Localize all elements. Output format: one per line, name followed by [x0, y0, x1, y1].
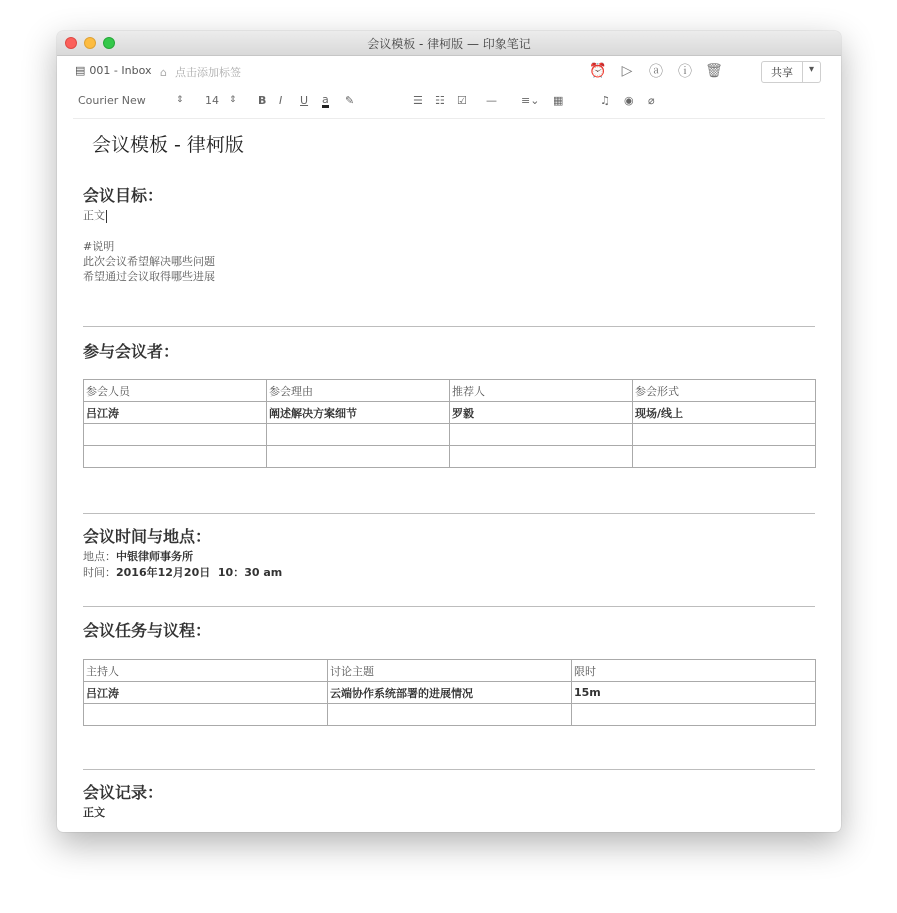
- notebook-selector[interactable]: [75, 64, 151, 77]
- table-header-cell[interactable]: 推荐人: [450, 380, 633, 402]
- table-cell[interactable]: [84, 424, 267, 446]
- record-heading: 会议记录：: [83, 783, 164, 802]
- share-button[interactable]: 共享: [761, 61, 803, 83]
- note-editor[interactable]: [57, 118, 841, 832]
- table-cell[interactable]: 15m: [572, 682, 816, 704]
- attachment-icon[interactable]: ⌀: [648, 94, 655, 107]
- presentation-icon[interactable]: ▷: [621, 63, 633, 79]
- table-cell[interactable]: [84, 704, 328, 726]
- share-dropdown-icon[interactable]: ▾: [803, 61, 821, 83]
- place-label: 地点：: [83, 550, 116, 563]
- table-header-cell[interactable]: 主持人: [84, 660, 328, 682]
- reminder-icon[interactable]: ⏰: [589, 63, 607, 79]
- table-cell[interactable]: [328, 704, 572, 726]
- camera-icon[interactable]: ◉: [624, 94, 634, 107]
- table-header-row: [84, 380, 816, 402]
- note-actions: [589, 62, 723, 80]
- font-size-stepper-icon[interactable]: ⇕: [229, 95, 237, 105]
- info-icon[interactable]: ⓘ: [678, 64, 692, 80]
- goal-note-2: 此次会议希望解决哪些问题: [83, 255, 215, 268]
- font-family-select[interactable]: Courier New: [78, 94, 146, 107]
- notebook-icon: ▤: [75, 64, 86, 77]
- participants-heading: 参与会议者：: [83, 342, 180, 361]
- goal-note-3: 希望通过会议取得哪些进展: [83, 270, 215, 283]
- note-header-toolbar: [57, 56, 841, 86]
- table-cell[interactable]: 现场/线上: [633, 402, 816, 424]
- agenda-table[interactable]: [83, 659, 816, 726]
- divider: [83, 769, 815, 770]
- time-label: 时间：: [83, 566, 116, 579]
- work-chat-icon[interactable]: ⓐ: [649, 64, 663, 80]
- table-cell[interactable]: [633, 424, 816, 446]
- time-place-heading: 会议时间与地点：: [83, 527, 212, 546]
- time-value: 2016年12月20日 10：30 am: [116, 566, 283, 579]
- trash-icon[interactable]: 🗑: [705, 63, 723, 79]
- divider: [83, 606, 815, 607]
- place-value: 中银律师事务所: [116, 550, 193, 563]
- bullet-list-icon[interactable]: ☰: [413, 94, 423, 107]
- tag-placeholder: 点击添加标签: [174, 66, 241, 79]
- text-caret: [106, 210, 107, 223]
- table-header-cell[interactable]: 限时: [572, 660, 816, 682]
- microphone-icon[interactable]: ♫: [600, 94, 610, 107]
- table-row: [84, 402, 816, 424]
- align-icon[interactable]: ≡⌄: [521, 94, 540, 107]
- record-body: 正文: [83, 806, 105, 819]
- table-row: [84, 446, 816, 468]
- title-bar: [57, 31, 841, 56]
- highlighter-icon[interactable]: ✎: [345, 94, 355, 107]
- divider: [83, 326, 815, 327]
- text-color-icon[interactable]: a: [322, 93, 329, 106]
- table-cell[interactable]: 吕江涛: [84, 402, 267, 424]
- checkbox-icon[interactable]: ☑: [457, 94, 467, 107]
- bold-icon[interactable]: B: [258, 94, 267, 107]
- underline-icon[interactable]: U: [300, 94, 309, 107]
- table-cell[interactable]: 云端协作系统部署的进展情况: [328, 682, 572, 704]
- table-header-row: [84, 660, 816, 682]
- table-cell[interactable]: [267, 446, 450, 468]
- table-header-cell[interactable]: 参会理由: [267, 380, 450, 402]
- italic-icon[interactable]: I: [279, 94, 283, 107]
- window-title: 会议模板 - 律柯版 — 印象笔记: [367, 37, 531, 51]
- tag-area[interactable]: [160, 64, 241, 80]
- table-cell[interactable]: [633, 446, 816, 468]
- table-row: [84, 682, 816, 704]
- table-cell[interactable]: [572, 704, 816, 726]
- table-cell[interactable]: [450, 446, 633, 468]
- table-cell[interactable]: 罗毅: [450, 402, 633, 424]
- table-row: [84, 704, 816, 726]
- table-cell[interactable]: 吕江涛: [84, 682, 328, 704]
- goal-note-1: #说明: [83, 240, 115, 253]
- table-icon[interactable]: ▦: [553, 94, 564, 107]
- font-family-stepper-icon[interactable]: ⇕: [176, 95, 184, 105]
- table-header-cell[interactable]: 参会人员: [84, 380, 267, 402]
- format-toolbar: [73, 88, 825, 119]
- agenda-heading: 会议任务与议程：: [83, 621, 212, 640]
- note-title[interactable]: 会议模板 - 律柯版: [92, 134, 244, 156]
- table-cell[interactable]: [84, 446, 267, 468]
- font-size-select[interactable]: 14: [205, 94, 219, 107]
- goal-heading: 会议目标：: [83, 186, 164, 205]
- horizontal-rule-icon[interactable]: —: [486, 94, 497, 107]
- notebook-name: 001 - Inbox: [89, 64, 152, 77]
- table-header-cell[interactable]: 参会形式: [633, 380, 816, 402]
- table-cell[interactable]: [267, 424, 450, 446]
- share-control: [761, 61, 821, 83]
- table-row: [84, 424, 816, 446]
- participants-table[interactable]: [83, 379, 816, 468]
- place-line: [83, 549, 193, 564]
- tag-icon: ⌂: [160, 65, 167, 79]
- table-cell[interactable]: [450, 424, 633, 446]
- table-cell[interactable]: 阐述解决方案细节: [267, 402, 450, 424]
- time-line: [83, 565, 282, 580]
- app-window: [57, 31, 841, 832]
- divider: [83, 513, 815, 514]
- goal-body: 正文: [83, 209, 105, 222]
- numbered-list-icon[interactable]: ☷: [435, 94, 445, 107]
- table-header-cell[interactable]: 讨论主题: [328, 660, 572, 682]
